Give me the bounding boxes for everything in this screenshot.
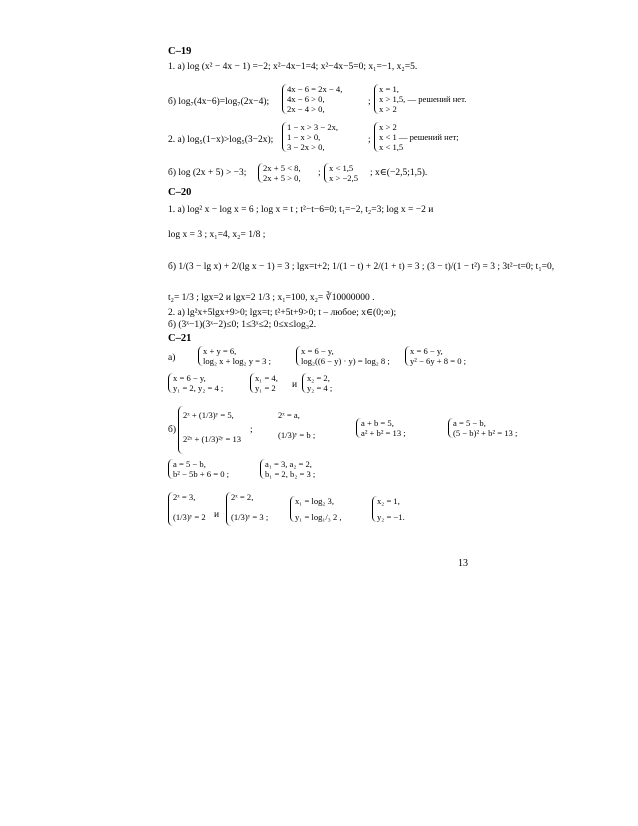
c21-b-system-5 [168, 459, 229, 479]
c21-b-system-9 [290, 496, 342, 522]
equation-line: 2ˣ + (1/3)ʸ = 5, [183, 410, 234, 420]
equation-line: a + b = 5, [361, 418, 394, 428]
equation-line: y₁ = log₁/₃ 2 , [295, 512, 342, 522]
c19-2b-answer: ; x∈(−2,5;1,5). [370, 168, 428, 178]
separator: ; [318, 168, 321, 178]
equation-line: b₁ = 2, b₂ = 3 ; [265, 469, 316, 479]
equation-line: (1/3)ʸ = b ; [278, 430, 316, 440]
equation-line: x < 1,5 [379, 142, 404, 152]
equation-line: x > −2,5 [329, 173, 359, 183]
equation-line: 2x + 5 > 0, [263, 173, 301, 183]
c19-1b-system-2 [374, 84, 466, 114]
equation-line: x₁ = log₂ 3, [295, 496, 335, 506]
equation-line: x < 1,5 [329, 163, 354, 173]
c20-line-4: t₂= 1/3 ; lgx=2 и lgx=2 1/3 ; x₁=100, x₂= ∛10000000 . [168, 293, 375, 303]
equation-line: (5 − b)² + b² = 13 ; [453, 428, 518, 438]
c19-problem-1b-label: б) log₇(4x−6)=log₇(2x−4); [168, 97, 270, 107]
c20-line-5: 2. а) lg²x+5lgx+9>0; lgx=t; t²+5t+9>0; t – любое; x∈(0;∞); [168, 308, 397, 318]
c19-problem-2a-label: 2. а) log₅(1−x)>log₅(3−2x); [168, 135, 274, 145]
equation-line: y² − 6y + 8 = 0 ; [410, 356, 467, 366]
equation-line: x = 1, [379, 84, 399, 94]
conjunction-and: и [292, 380, 298, 390]
equation-line: 2x + 5 < 8, [263, 163, 301, 173]
c21-a-system-2 [296, 346, 390, 366]
equation-line: y₁ = 2, y₂ = 4 ; [173, 383, 224, 393]
equation-line: 3 − 2x > 0, [287, 142, 325, 152]
c19-2b-system-2 [324, 163, 358, 183]
equation-line: x = 6 − y, [410, 346, 443, 356]
c19-2b-system-1 [258, 163, 301, 183]
equation-line: 1 − x > 0, [287, 132, 321, 142]
section-heading-c19: C–19 [168, 46, 192, 57]
c21-a-system-5 [250, 373, 278, 393]
section-heading-c21: C–21 [168, 333, 192, 344]
separator: ; [368, 135, 371, 145]
c21-b-system-7 [168, 492, 206, 526]
equation-line: 2ˣ = a, [278, 410, 300, 420]
equation-line: log₂ x + log₂ y = 3 ; [203, 356, 271, 366]
equation-line: 2ˣ = 3, [173, 492, 196, 502]
c21-a-system-3 [405, 346, 466, 366]
c21-a-system-4 [168, 373, 223, 393]
separator: ; [368, 97, 371, 107]
equation-line: x = 6 − y, [301, 346, 334, 356]
c20-line-2: log x = 3 ; x₁=4, x₂= 1/8 ; [168, 230, 266, 240]
equation-line: 2x − 4 > 0, [287, 104, 325, 114]
equation-line: y₂ = 4 ; [307, 383, 333, 393]
equation-line: 4x − 6 = 2x − 4, [287, 84, 343, 94]
equation-line: 4x − 6 > 0, [287, 94, 325, 104]
page-number: 13 [458, 558, 468, 569]
c21-b-system-6 [260, 459, 315, 479]
equation-line: x₂ = 1, [377, 496, 400, 506]
equation-line: y₁ = 2 [255, 383, 276, 393]
equation-line: x + y = 6, [203, 346, 237, 356]
equation-line: 2ˣ = 2, [231, 492, 254, 502]
equation-line: x₂ = 2, [307, 373, 330, 383]
equation-line: a = 5 − b, [173, 459, 206, 469]
equation-line: 1 − x > 3 − 2x, [287, 122, 339, 132]
equation-line: y₂ = −1. [377, 512, 405, 522]
c19-1b-system-1 [282, 84, 342, 114]
section-heading-c20: C–20 [168, 187, 192, 198]
equation-line: x₁ = 4, [255, 373, 278, 383]
c21-part-b-label: б) [168, 425, 176, 435]
c19-2a-system-1 [282, 122, 338, 152]
equation-line: a² + b² = 13 ; [361, 428, 406, 438]
c21-b-system-2 [274, 410, 315, 440]
equation-line: x = 6 − y, [173, 373, 206, 383]
c21-a-system-1 [198, 346, 271, 366]
equation-line: x > 1,5, — решений нет. [379, 94, 467, 104]
c21-b-system-1 [178, 406, 241, 454]
equation-line: (1/3)ʸ = 2 [173, 512, 206, 522]
c21-b-system-8 [226, 492, 268, 526]
c19-2a-system-2 [374, 122, 459, 152]
c20-line-3: б) 1/(3 − lg x) + 2/(lg x − 1) = 3 ; lgx=t+2; 1/(1 − t) + 2/(1 + t) = 3 ; (3 − t)/(1 − t²) = 3 ; 3t²−t=0; t₁=0, [168, 262, 555, 272]
c21-b-system-4 [448, 418, 517, 438]
equation-line: (1/3)ʸ = 3 ; [231, 512, 269, 522]
equation-line: x > 2 [379, 122, 397, 132]
equation-line: 2²ˣ + (1/3)²ʸ = 13 [183, 434, 242, 444]
conjunction-and: и [214, 510, 220, 520]
c21-b-system-3 [356, 418, 406, 438]
c21-part-a-label: а) [168, 353, 176, 363]
equation-line: x > 2 [379, 104, 397, 114]
c19-problem-1a: 1. а) log (x² − 4x − 1) =−2; x²−4x−1=4; x²−4x−5=0; x₁=−1, x₂=5. [168, 62, 418, 72]
equation-line: b² − 5b + 6 = 0 ; [173, 469, 230, 479]
c20-line-6: б) (3ˣ−1)(3ˣ−2)≤0; 1≤3ˣ≤2; 0≤x≤log₃2. [168, 320, 317, 330]
c19-problem-2b-label: б) log (2x + 5) > −3; [168, 168, 247, 178]
separator: ; [250, 425, 253, 435]
c20-line-1: 1. а) log² x − log x = 6 ; log x = t ; t²−t−6=0; t₁=−2, t₂=3; log x = −2 и [168, 205, 434, 215]
equation-line: a₁ = 3, a₂ = 2, [265, 459, 312, 469]
equation-line: a = 5 − b, [453, 418, 486, 428]
c21-b-system-10 [372, 496, 405, 522]
equation-line: log₂((6 − y) · y) = log₂ 8 ; [301, 356, 390, 366]
c21-a-system-6 [302, 373, 332, 393]
equation-line: x < 1 — решений нет; [379, 132, 459, 142]
